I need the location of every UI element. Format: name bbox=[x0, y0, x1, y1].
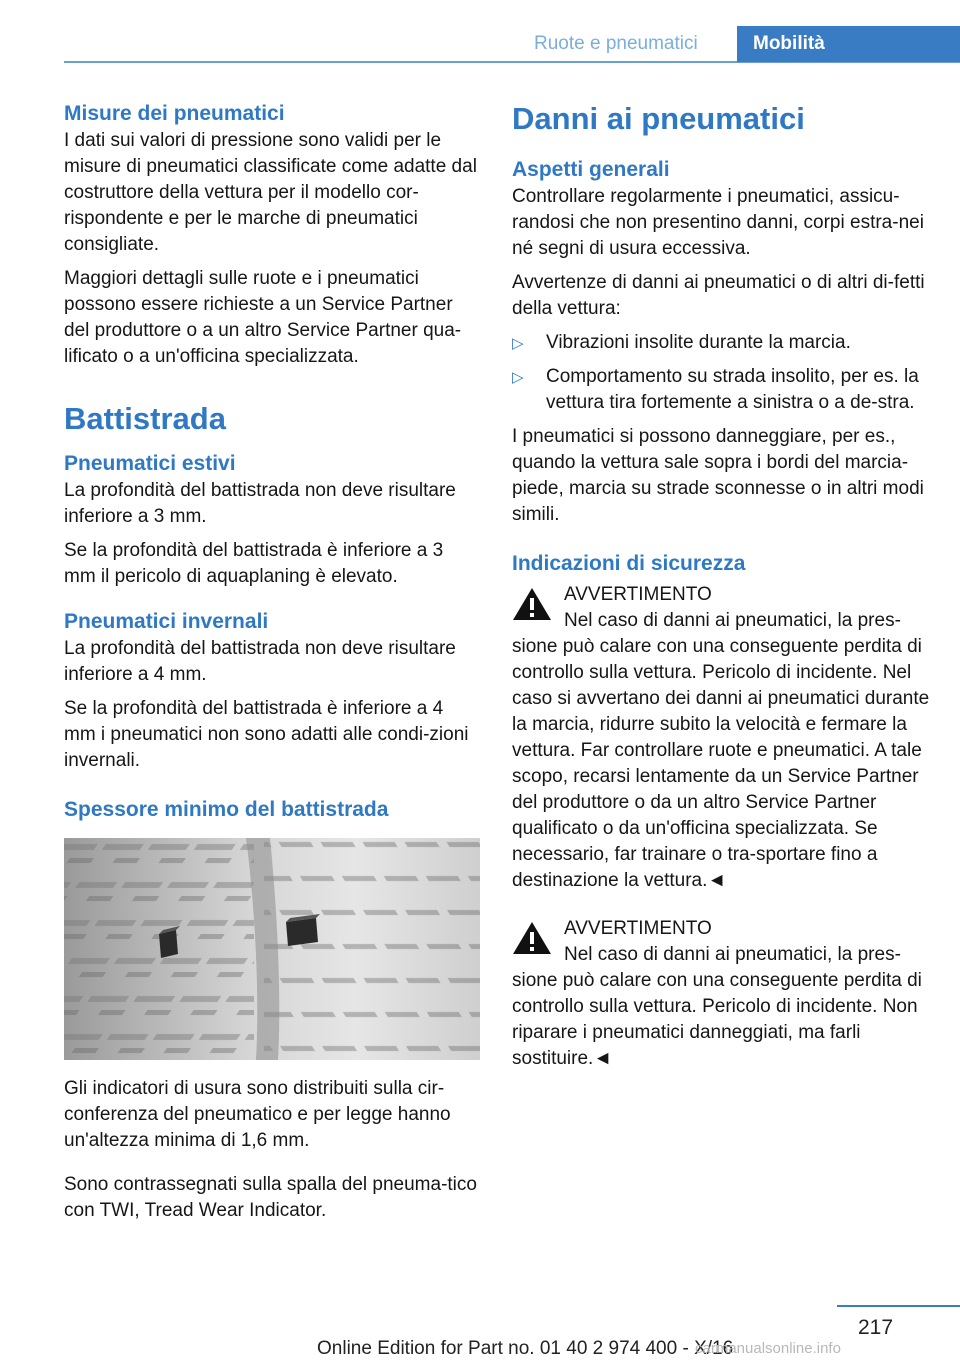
warning-title: AVVERTIMENTO bbox=[564, 584, 712, 605]
winter-heading: Pneumatici invernali bbox=[64, 610, 269, 633]
right-column bbox=[512, 100, 930, 1080]
warning-first-line: Nel caso di danni ai pneumatici, la pres- bbox=[564, 944, 901, 965]
warning-triangle-icon bbox=[512, 920, 552, 956]
edition-line: Online Edition for Part no. 01 40 2 974 400 - X/16 bbox=[317, 1338, 734, 1359]
chapter-tab[interactable]: Mobilità bbox=[737, 26, 960, 62]
winter-paragraph-2: Se la profondità del battistrada è inferiore a 4 mm i pneumatici non sono adatti alle condi-zioni invernali. bbox=[64, 698, 469, 771]
general-paragraph-3: I pneumatici si possono danneggiare, per es., quando la vettura sale sopra i bordi del marcia-piede, marcia su strade sconnesse o in altri modi simili. bbox=[512, 426, 924, 525]
general-paragraph-2: Avvertenze di danni ai pneumatici o di altri di-fetti della vettura: bbox=[512, 272, 925, 319]
footer-rule bbox=[837, 1305, 960, 1307]
warning-block-1 bbox=[512, 582, 930, 894]
bullet-arrow-icon: ▷ bbox=[512, 335, 524, 352]
damage-signs-list bbox=[512, 330, 930, 416]
min-tread-heading: Spessore minimo del battistrada bbox=[64, 798, 389, 821]
safety-heading: Indicazioni di sicurezza bbox=[512, 552, 746, 575]
indicators-paragraph-2: Sono contrassegnati sulla spalla del pneuma-tico con TWI, Tread Wear Indicator. bbox=[64, 1174, 477, 1221]
general-paragraph-1: Controllare regolarmente i pneumatici, assicu-randosi che non presentino danni, corpi estra-nei né segni di usura eccessiva. bbox=[512, 186, 924, 259]
bullet-arrow-icon: ▷ bbox=[512, 369, 524, 386]
indicators-paragraph-1: Gli indicatori di usura sono distribuiti sulla cir-conferenza del pneumatico e per legge hanno un'altezza minima di 1,6 mm. bbox=[64, 1078, 451, 1151]
tire-sizes-paragraph-1: I dati sui valori di pressione sono validi per le misure di pneumatici classificate come adatte dal costruttore della vettura per il modello cor-rispondente e per le marche di pneumatici consigliate. bbox=[64, 130, 477, 255]
warning-first-line: Nel caso di danni ai pneumatici, la pres- bbox=[564, 610, 901, 631]
page-number: 217 bbox=[858, 1316, 894, 1339]
watermark: carmanualsonline.info bbox=[695, 1340, 841, 1357]
left-column bbox=[64, 100, 480, 1232]
tread-wear-indicator-illustration bbox=[64, 838, 480, 1060]
warning-block-2 bbox=[512, 916, 930, 1072]
tire-sizes-heading: Misure dei pneumatici bbox=[64, 102, 285, 125]
summer-heading: Pneumatici estivi bbox=[64, 452, 236, 475]
winter-paragraph-1: La profondità del battistrada non deve risultare inferiore a 4 mm. bbox=[64, 638, 456, 685]
section-tab[interactable]: Ruote e pneumatici bbox=[534, 33, 698, 54]
tire-sizes-paragraph-2: Maggiori dettagli sulle ruote e i pneumatici possono essere richieste a un Service Partner del produttore o a un altro Service Partner qua-lificato o a un'officina specializzata. bbox=[64, 268, 462, 367]
summer-paragraph-1: La profondità del battistrada non deve risultare inferiore a 3 mm. bbox=[64, 480, 456, 527]
warning-body: sione può calare con una conseguente perdita di controllo sulla vettura. Pericolo di incidente. Nel caso si avvertano dei danni ai pneumatici durante la marcia, ridurre subito la velocità e fermare la vettura. Far controllare ruote e pneumatici. A tale scopo, recarsi lentamente da un Service Partner del produttore o da un altro Service Partner qualificato o da un'officina specializzata. Se necessario, far trainare o tra-sportare fino a destinazione la vettura.◄ bbox=[512, 636, 930, 891]
general-heading: Aspetti generali bbox=[512, 158, 670, 181]
list-item: ▷ Comportamento su strada insolito, per es. la vettura tira fortemente a sinistra o a de-stra. bbox=[512, 366, 919, 413]
warning-triangle-icon bbox=[512, 586, 552, 622]
damage-heading: Danni ai pneumatici bbox=[512, 101, 805, 136]
summer-paragraph-2: Se la profondità del battistrada è inferiore a 3 mm il pericolo di aquaplaning è elevato. bbox=[64, 540, 444, 587]
tread-heading: Battistrada bbox=[64, 401, 226, 436]
list-item: ▷ Vibrazioni insolite durante la marcia. bbox=[512, 330, 930, 356]
warning-body: sione può calare con una conseguente perdita di controllo sulla vettura. Pericolo di incidente. Non riparare i pneumatici danneggiati, ma farli sostituire.◄ bbox=[512, 970, 922, 1069]
warning-title: AVVERTIMENTO bbox=[564, 918, 712, 939]
